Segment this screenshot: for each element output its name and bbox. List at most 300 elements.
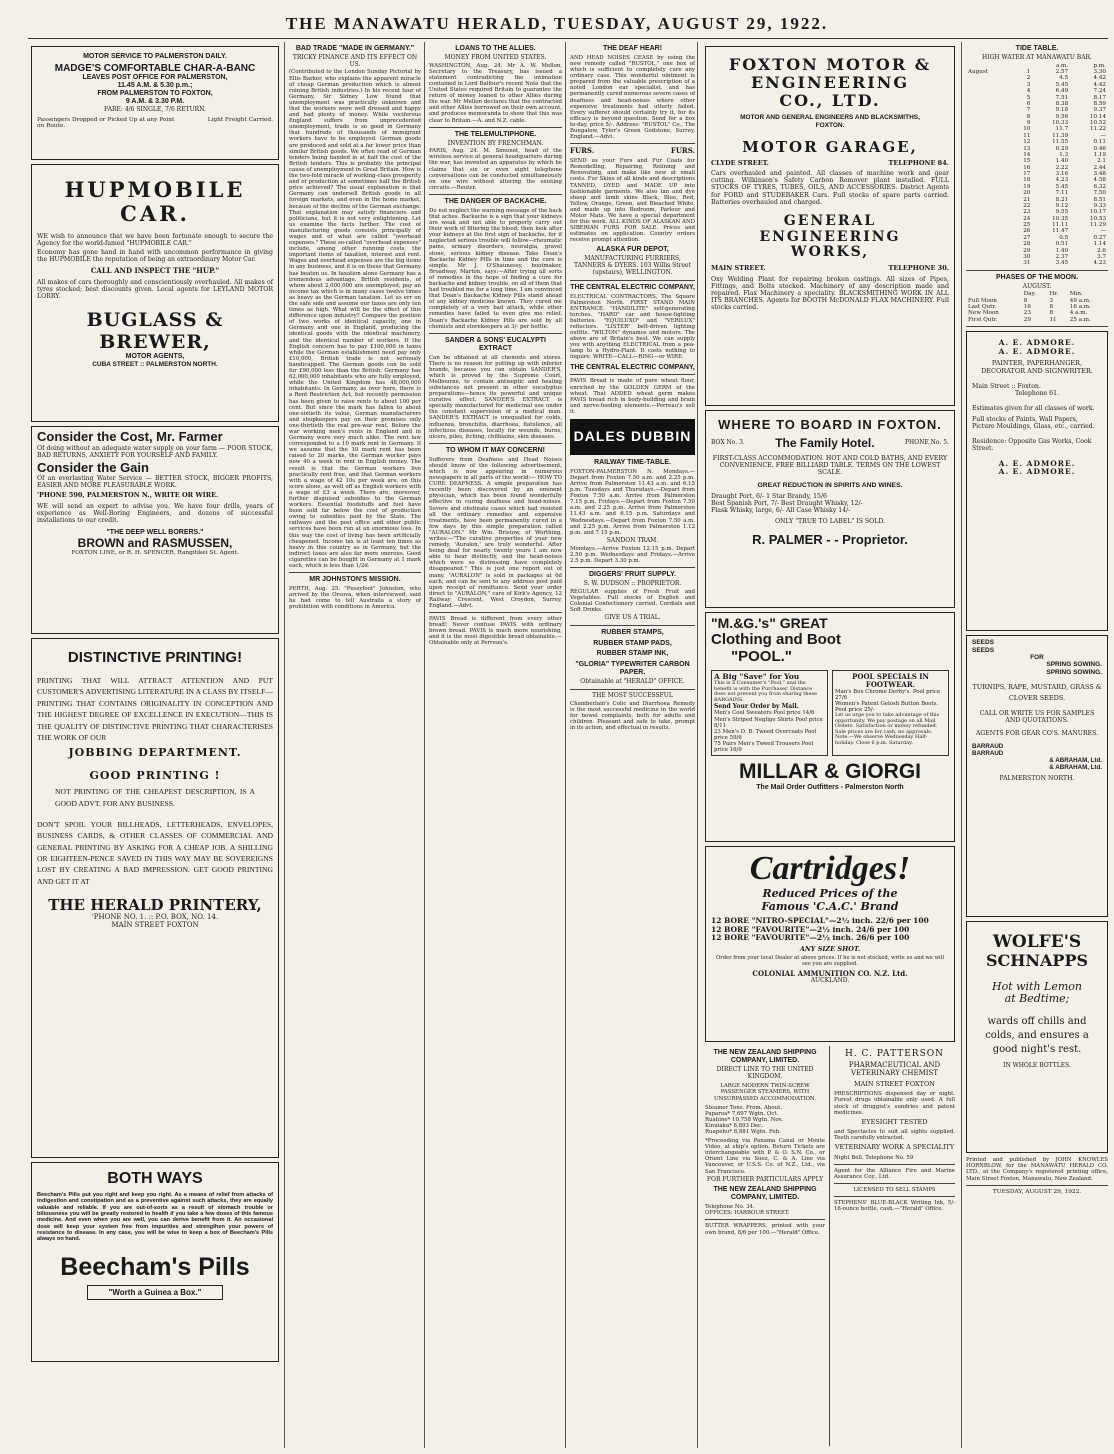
- ad-title: WOLFE'S: [992, 932, 1082, 953]
- tide-pm: 10.14: [1089, 113, 1106, 120]
- ad-phone: Telephone 61.: [1014, 389, 1060, 397]
- tide-pm: 2.6: [1097, 247, 1106, 254]
- motor-service-ad: [31, 46, 279, 160]
- article-subhead: SANDON TRAM.: [606, 536, 659, 544]
- tide-day: 22: [1023, 202, 1031, 209]
- beechams-pills-ad: [31, 1162, 279, 1362]
- tide-day: 8: [1026, 113, 1031, 120]
- family-hotel-ad: [705, 410, 955, 608]
- ad-item: "GLORIA" TYPEWRITER CARBON PAPER.: [575, 661, 690, 677]
- ad-text: NOT PRINTING OF THE CHEAPEST DESCRIPTION, IS A GOOD ADVT. FOR ANY BUSINESS.: [55, 787, 255, 808]
- tide-day: 16: [1023, 164, 1031, 171]
- ad-name: MADGE'S COMFORTABLE CHAR-A-BANC: [54, 62, 256, 74]
- rule: [834, 1164, 955, 1165]
- column-3: [429, 42, 562, 1448]
- rule: [429, 127, 562, 128]
- moon-phases-title: PHASES OF THE MOON.: [995, 273, 1079, 281]
- tide-pm: 1.19: [1093, 151, 1106, 158]
- article-body: PAVIS Bread is made of pure wheat flour, enriched by the GOLDEN GERM of the wheat. That ADDED wheat germ makes PAVIS bread rich in body-building and brain and nerve-feeding elements.—Perreau's sell it.: [570, 378, 695, 415]
- tide-am: 2.37: [1055, 253, 1069, 260]
- ad-headline: Consider the Gain: [37, 459, 149, 475]
- tide-am: 8.38: [1055, 100, 1069, 107]
- ad-firm: ALASKA FUR DEPOT,: [596, 246, 669, 254]
- tide-table-subtitle: HIGH WATER AT MANAWATU BAR.: [982, 53, 1092, 61]
- ad-address: PALMERSTON NORTH.: [999, 775, 1075, 783]
- ad-item: RUBBER STAMPS,: [601, 628, 664, 636]
- rule: [570, 689, 695, 690]
- ad-title: Cartridges!: [749, 850, 911, 887]
- moon-cell: 4 a.m.: [1069, 310, 1088, 317]
- ad-phone: 'PHONE 590, PALMERSTON N., WRITE OR WIRE.: [37, 491, 219, 500]
- tide-day: 25: [1023, 222, 1031, 229]
- ad-subtitle: VETERINARY CHEMIST: [850, 1069, 939, 1078]
- ad-subtitle: EYESIGHT TESTED: [861, 1117, 928, 1126]
- ship-row: Ruahine* 10,758 Wgtn. Nov.: [705, 1116, 783, 1123]
- ad-text: and Spectacles to suit all sights supplied. Teeth carefully extracted.: [834, 1129, 955, 1142]
- article-body: Do not neglect the warning message of the back that aches. Backache is a sign that your kidneys are weak and not able to properly carry out their work of filtering the blood; then look after your kidneys at the first sign of backache, for if neglected serious trouble will follow—rheumatic pains, urinary disorders, neuralgia, gravel stone, serious kidney disease. Take Doan's Backache Kidney Pills in time and the cure is simple. Mr J. O'Shaunessy, bootmaker, Broadway, Marton, says:—After trying all sorts of remedies in the hope of finding a cure for backache and kidney trouble, on all of them that had troubled me for a long time, I am convinced that Doan's Backache Kidney Pills stand ahead of any kidney medicine known. They cured me completely of a very bad attack, while other remedies have failed to even give me relief. Doan's Backache Kidney Pills are sold by all chemists and storekeepers at 3/- per bottle.: [429, 207, 562, 330]
- tide-table-title: TIDE TABLE.: [1015, 45, 1059, 52]
- ad-title: BOTH WAYS: [107, 1170, 203, 1187]
- column-4: [570, 42, 695, 1448]
- rule: [570, 567, 695, 568]
- article-body: WASHINGTON, Aug. 24. Mr A. W. Mellon, Secretary to the Treasury, has issued a statement contradicting the intimation contained in Lord Balfour's recent Note that the United States required Britain to guarantee the return of money loaned to other Allies during the war. Mr Mellon declares that the contracted and other Allies borrowed on their own account, and produces memoranda to show that this was clear to Britain.—A. and N.Z. cable.: [429, 62, 562, 124]
- ad-address: AUCKLAND.: [810, 976, 850, 984]
- tide-row: [966, 260, 1108, 266]
- ad-text: LARGE MODERN TWIN-SCREW PASSENGER STEAMERS, WITH UNSURPASSED ACCOMMODATION.: [713, 1083, 816, 1102]
- ship-header: Steamer Tons. From. About.: [705, 1104, 782, 1111]
- tide-am: 6.49: [1055, 88, 1069, 95]
- ad-phone: 'PHONE NO. 1. :: P.O. BOX, NO. 14.: [91, 913, 219, 922]
- article-headline: LOANS TO THE ALLIES.: [455, 45, 536, 52]
- moon-cell: 8: [1049, 310, 1053, 317]
- ad-note: IN WHOLE BOTTLES.: [1003, 1062, 1071, 1070]
- tide-pm: 4.42: [1093, 75, 1106, 82]
- ad-dept: JOBBING DEPARTMENT.: [68, 746, 242, 760]
- ad-address: MAIN STREET.: [711, 264, 766, 273]
- tide-day: 20: [1023, 190, 1031, 197]
- ad-firm: THE NEW ZEALAND SHIPPING COMPANY, LIMITED.: [713, 1186, 817, 1202]
- ad-subtitle: PAINTER, PAPERHANGER, DECORATOR AND SIGNWRITER.: [981, 359, 1093, 375]
- ad-subtitle: MOTOR AGENTS,: [125, 353, 185, 361]
- moon-cell: 8: [1023, 297, 1028, 304]
- ad-subtitle: GREAT REDUCTION IN SPIRITS AND WINES.: [757, 481, 903, 489]
- article-headline: THE DANGER OF BACKACHE.: [444, 197, 547, 205]
- ad-text: Beecham's Pills put you right and keep you right. As a means of relief from attacks of indigestion and constipation and as a preventive against such attacks, they are equally valuable and reliable. If you are out-of-sorts as a result of stomach trouble or biliousness you will be greatly restored to health if you take a few doses of this famous medicine. And even when you are well, you can derive benefit from it. An occasional dose will keep your system free from impurities and strengthen your powers of resistance to disease. In any case, you will be wise to keep a box of Beecham's Pills always on hand.: [37, 1192, 273, 1243]
- tide-day: 29: [1023, 247, 1031, 254]
- tide-am: 10.35: [1052, 215, 1069, 222]
- moon-cell: 3: [1049, 297, 1053, 304]
- tide-month: August: [968, 69, 988, 76]
- ad-title: HUPMOBILE CAR.: [64, 177, 246, 226]
- ad-firm: & ABRAHAM, Ltd.: [1049, 757, 1102, 765]
- moon-cell: 23: [1023, 310, 1031, 317]
- article-body: AND HEAD NOISES CEASE by using the new remedy called "RUSTOL," one box of which is sufficient to completely cure any ordinary case. This wonderful ointment is prepared from the valuable prescription of a noted London ear specialist, and has permanently cured numerous severe cases of deafness and head-noises where other expensive treatments had utterly failed. Every sufferer should certainly try it, for its efficacy is beyond question. Send for a box to-day, price 5/-. Address: "RUSTOL" Co., The Bungalow, Tyler's Green Godstone, Surrey, England.—Advt.: [570, 54, 695, 141]
- ad-phone: TELEPHONE 30.: [888, 264, 949, 273]
- ad-text: FIRST-CLASS ACCOMMODATION. HOT AND COLD BATHS, AND EVERY CONVENIENCE. FREE BILLIARD TABLE. TERMS ON THE LOWEST SCALE.: [712, 455, 948, 477]
- tide-am: 7.11: [1055, 190, 1069, 197]
- column-divider: [424, 42, 425, 1448]
- tide-day: 19: [1023, 183, 1031, 190]
- tide-day: 18: [1023, 177, 1031, 184]
- ad-item: RUBBER STAMP PADS,: [593, 639, 672, 647]
- tide-day: 21: [1023, 196, 1031, 203]
- article-body: Sufferers from Deafness and Head Noises should know of the following advertisement, which is now appearing in numerous newspapers in all parts of the world:— HOW TO CURE DEAFNESS. A simple preparation has recently been discovered by an eminent physician, which has been found wonderfully effective in curing deafness and head-noises. Severe and obstinate cases which had resisted all the ordinary remedies and expensive treatments, have been permanently cured in a few days by this simple preparation called "AURALON." Mr Wm. Bristow, of Worthing, writes:—"The curative properties of your new remedy, 'Auralon,' are truly wonderful. After being deaf for nearly twenty years I am now able to hear distinctly, and the head-noises which were so distressing have completely disappeared." This is just one report out of many. "AURALON" is sold in packages at 6d each, and can be sent to any address post paid upon receipt of remittance. Send your order direct to "AURALON," care of Kirk's Agency, 12 Railway Crescent, West Croydon, Surrey, England.—Advt.: [429, 456, 562, 609]
- rule: [705, 1219, 825, 1220]
- ad-proprietor: R. PALMER - - Proprietor.: [752, 532, 908, 548]
- tide-am: 0.5: [1059, 234, 1069, 241]
- moon-header-cell: Min.: [1069, 291, 1083, 298]
- tide-pm: 3.7: [1097, 253, 1106, 260]
- ad-call: GIVE US A TRIAL.: [604, 613, 661, 621]
- rule: [834, 1196, 955, 1197]
- price-line: Man's Box Chrome Derby's. Pool price 27/6: [835, 688, 941, 701]
- rule: [289, 572, 421, 573]
- tide-day: 11: [1023, 132, 1031, 139]
- ad-text: DON'T SPOIL YOUR BILLHEADS, LETTERHEADS, ENVELOPES, BUSINESS CARDS, & OTHER CLASSES OF COMMERCIAL AND GENERAL PRINTING BY ASKING FOR A CHEAP JOB. A SHILLING OR EIGHTEEN-PENCE SAVED IN THIS WAY MAY BE SOVEREIGNS LOST BY CREATING A BAD IMPRESSION. GET GOOD PRINTING AND GET IT AT: [37, 819, 273, 886]
- ad-text: Economy has gone hand in hand with uncommon performance in giving the HUPMOBILE the reputation of being an extraordinary Motor Car.: [37, 249, 273, 264]
- tide-am: 11.11: [1052, 222, 1069, 229]
- article-body: Chamberlain's Colic and Diarrhoea Remedy is the most successful medicine in the world for bowel complaints, both for adults and children. Pleasant and safe to take, prompt in its action, and effectual in results.: [570, 700, 695, 732]
- ad-firm: BUGLASS & BREWER,: [86, 309, 224, 353]
- moon-phases-table: [966, 291, 1108, 323]
- tide-pm: 3.48: [1093, 171, 1106, 178]
- ad-firm: & ABRAHAM, Ltd.: [1049, 764, 1102, 772]
- tide-day: 1: [1026, 69, 1031, 76]
- ad-line: 9 A.M. & 3.30 P.M.: [125, 97, 185, 105]
- price-line: 12 BORE "FAVOURITE"—2½ inch. 24/6 per 100: [711, 924, 910, 934]
- ad-firm: BARRAUD: [972, 750, 1004, 758]
- tide-am: 8.21: [1055, 196, 1069, 203]
- tide-pm: 9.37: [1093, 107, 1106, 114]
- article-body: Can be obtained at all chemists and stores. There is no reason for putting up with inferior brands, because you can obtain SANDER'S, which is proved by the Supreme Court, Melbourne, to contain antiseptic and healing substances not present in other eucalyptus preparations—hence its powerful and unique curative effect. SANDER'S EXTRACT is specially manufactured for medicinal use under the constant supervision of a medical man. SANDER'S EXTRACT is unequalled for colds, influenza, bronchitis, diarrhoea, flatulence, all infectious diseases, locally for wounds, burns, ulcers, piles, itching, chilblains, skin diseases.: [429, 354, 562, 440]
- ad-proprietor: S. W. DUDSON :: PROPRIETOR.: [583, 579, 682, 587]
- ad-title: H. C. PATTERSON: [844, 1049, 945, 1059]
- tide-day: 2: [1026, 75, 1031, 82]
- moon-cell: First Qutr.: [968, 316, 998, 323]
- ad-firm: BARRAUD: [972, 743, 1004, 751]
- ad-firm: BROWN and RASMUSSEN,: [77, 535, 233, 550]
- ad-subtitle: DIRECT LINE TO THE UNITED KINGDOM.: [716, 1065, 814, 1080]
- ad-line: 11.45 A.M. & 5.30 p.m.;: [117, 82, 193, 90]
- article-headline: SANDER & SONS' EUCALYPTI EXTRACT: [445, 336, 546, 352]
- foxton-motor-ad: [705, 46, 955, 406]
- ad-text: WE wish to announce that we have been fortunate enough to secure the Agency for the world-famed "HUPMOBILE CAR.": [37, 233, 273, 248]
- ad-note: ANY SIZE SHOT.: [799, 944, 861, 953]
- price-line: Flask Whisky, large, 6/- All Case Whisky 14/-: [711, 507, 851, 515]
- tide-day: 12: [1023, 139, 1031, 146]
- ad-title: SEEDS: [972, 639, 995, 647]
- ad-text: PRESCRIPTIONS dispensed day or night. Purest drugs obtainable only used. A full stock of druggist's sundries and patent medicines.: [834, 1091, 955, 1116]
- tide-pm: 10.17: [1089, 209, 1106, 216]
- tide-am: 9.18: [1055, 107, 1069, 114]
- moon-cell: 16: [1023, 304, 1031, 311]
- ad-text: CALL OR WRITE US FOR SAMPLES AND QUOTATIONS.: [979, 710, 1095, 725]
- article-subhead: INVENTION BY FRENCHMAN.: [447, 139, 544, 147]
- ad-address: FOXTON LINE, or R. H. SPENCER, Rangitikei St. Agent.: [71, 550, 239, 557]
- tide-day: 9: [1026, 120, 1031, 127]
- nz-shipping-ad: [705, 1046, 830, 1446]
- tide-pm: 1.14: [1093, 241, 1106, 248]
- well-borers-ad: [31, 426, 279, 634]
- ad-title: "POOL.": [731, 647, 792, 665]
- ad-note: Note.—We observe Wednesday Half-holiday. Close 6 p.m. Saturday.: [835, 734, 928, 747]
- ad-subtitle: MOTOR AND GENERAL ENGINEERS AND BLACKSMITHS,: [740, 114, 920, 122]
- ad-note: Light Freight Carried.: [207, 116, 273, 123]
- tide-am: 2.22: [1055, 164, 1069, 171]
- tide-pm: —: [1100, 132, 1106, 139]
- rule: [966, 270, 1108, 271]
- tide-day: 23: [1023, 209, 1031, 216]
- tide-am: 3.16: [1055, 171, 1069, 178]
- tide-pm: 2.44: [1093, 164, 1106, 171]
- ad-text: Let us urge you to take advantage of this opportunity. We pay postage on all Mail Orders. Satisfaction or money refunded. Sale prices are for cash, no approvals.: [835, 711, 940, 735]
- ad-note: Obtainable at "HERALD" OFFICE.: [580, 678, 685, 686]
- ad-title: CO., LTD.: [779, 91, 881, 111]
- tide-day: 4: [1026, 88, 1031, 95]
- furs-label: FURS.: [570, 146, 595, 156]
- rule: [966, 1185, 1108, 1186]
- tide-am: 3.45: [1055, 260, 1069, 267]
- ad-phone: PHONE No. 5.: [904, 439, 949, 447]
- price-line: 12 BORE "NITRO-SPECIAL"—2½ inch. 22/6 per 100: [711, 916, 929, 926]
- moon-cell: Last Qutr.: [968, 304, 997, 311]
- article-body: REGULAR supplies of Fresh Fruit and Vegetables. Full stocks of English and Colonial Confectionery carried. Cordials and Soft Drinks.: [570, 588, 695, 613]
- moon-row: [966, 317, 1108, 323]
- ad-subtitle: Famous 'C.A.C.' Brand: [761, 899, 899, 913]
- ad-line: LEAVES POST OFFICE FOR PALMERSTON,: [82, 74, 228, 82]
- tide-pm: 8.51: [1093, 196, 1106, 203]
- moon-phases-month: AUGUST.: [1022, 282, 1052, 290]
- ad-text: BUTTER WRAPPERS, printed with your own brand, 8/6 per 100.—"Herald" Office.: [705, 1223, 825, 1236]
- wolfes-schnapps-ad: [966, 921, 1108, 1153]
- ad-title: SEEDS: [972, 646, 995, 654]
- tide-am: 9.12: [1055, 202, 1069, 209]
- patterson-chemist-ad: [830, 1046, 955, 1446]
- ad-name: A. E. ADMORE.: [998, 458, 1076, 468]
- price-line: Men's Cool Sweaters Pool price 14/6: [714, 710, 815, 717]
- column-6: [966, 42, 1108, 1448]
- ad-text: WE will send an expert to advise you. We have four drills, years of experience as Well-Boring Engineers, and dozens of successful installations to our credit.: [37, 502, 273, 524]
- ad-title: ENGINEERING: [750, 73, 910, 93]
- ad-name: A. E. ADMORE.: [998, 338, 1076, 348]
- ad-subtitle: VETERINARY WORK A SPECIALITY: [834, 1143, 955, 1152]
- moon-cell: 11: [1049, 316, 1057, 323]
- tide-pm: 10.52: [1089, 120, 1106, 127]
- tide-am: 1.40: [1055, 247, 1069, 254]
- tide-am: 9.56: [1055, 113, 1069, 120]
- ad-headline: GENERAL ENGINEERING: [759, 212, 901, 245]
- rule: [429, 333, 562, 334]
- ad-title: Clothing and Boot: [711, 630, 841, 648]
- rule: [570, 143, 695, 144]
- article-subhead: THE MOST SUCCESSFUL: [592, 691, 673, 699]
- ad-subtitle: Hot with Lemon: [991, 979, 1083, 993]
- ad-address: Main Street :: Foxton.: [972, 382, 1041, 390]
- tide-day: 17: [1023, 171, 1031, 178]
- timetable: Mondays.—Arrive Foxton 12.15 p.m. Depart 2.50 p.m. Wednesdays and Fridays.—Arrive 2.5 p.m. Depart 3.30 p.m.: [570, 545, 695, 564]
- tide-pm: 0.11: [1093, 139, 1106, 146]
- tide-pm: 3.30: [1093, 69, 1106, 76]
- rule: [966, 326, 1108, 327]
- ad-brand: Beecham's Pills: [60, 1252, 250, 1281]
- tide-pm: 0.27: [1093, 234, 1106, 241]
- tide-day: 13: [1023, 145, 1031, 152]
- tide-pm-header: p.m.: [1093, 62, 1106, 69]
- column-1: [28, 42, 282, 1448]
- ad-headline: A Big "Save" for You: [714, 671, 800, 681]
- tide-pm: 4.58: [1093, 177, 1106, 184]
- tide-am: 0.51: [1055, 241, 1069, 248]
- moon-cell: 16 a.m.: [1069, 304, 1091, 311]
- ad-firm: THE CENTRAL ELECTRIC COMPANY,: [570, 363, 695, 371]
- price-line: Best Spanish Port, 7/- Best Draught Whisky, 12/-: [711, 500, 863, 508]
- article-headline: BAD TRADE "MADE IN GERMANY.": [295, 45, 415, 52]
- ad-text: All makes of cars thoroughly and conscientiously overhauled. All makes of tyres stocked; best discounts given. Local agents for LEYLAND MOTOR LORRY.: [37, 279, 273, 301]
- tide-pm: 7.24: [1093, 88, 1106, 95]
- ad-subtitle: Reduced Prices of the: [762, 887, 898, 901]
- ad-slogan: "THE DEEP WELL BORERS.": [106, 528, 204, 536]
- tide-pm: 10.53: [1089, 215, 1106, 222]
- ad-title: WHERE TO BOARD IN FOXTON.: [718, 417, 942, 432]
- article-headline: DIGGERS' FRUIT SUPPLY.: [589, 570, 676, 578]
- tide-am-header: a.m.: [1055, 62, 1069, 69]
- ad-call: CALL AND INSPECT THE "HUP.": [90, 266, 220, 276]
- ad-fare: FARE: 4/6 SINGLE, 7/6 RETURN.: [104, 105, 206, 113]
- ad-note: LICENSED TO SELL STAMPS: [853, 1186, 936, 1193]
- price-line: 75 Pairs Men's Tweed Trousers Pool price 16/9: [714, 740, 814, 754]
- tide-am: 11.47: [1052, 228, 1069, 235]
- column-2: [289, 42, 421, 1448]
- ad-phone: Telephone No. 34.: [705, 1204, 755, 1211]
- moon-cell: 49 a.m.: [1069, 297, 1091, 304]
- price-line: 12 BORE "FAVOURITE"—2½ inch. 26/6 per 100: [711, 933, 910, 943]
- ship-row: Paparoa* 7,697 Wgtn. Oct.: [705, 1110, 779, 1117]
- moon-header-cell: Hr.: [1049, 291, 1059, 298]
- ad-box: BOX No. 3.: [711, 439, 745, 447]
- ship-row: Kinuiaka* 8,893 Dec.: [705, 1122, 763, 1129]
- column-5: [702, 42, 958, 1448]
- tide-day: 28: [1023, 241, 1031, 248]
- tide-day: 5: [1026, 94, 1031, 101]
- article-headline: THE TELEMULTIPHONE.: [454, 130, 537, 138]
- tide-pm: 11.29: [1089, 222, 1106, 229]
- imprint: Printed and published by JOHN KNOWLES HORNBLOW, for the MANAWATU HERALD CO. LTD., at the Company's registered printing office, Main Street Foxton, Manawatu, New Zealand.: [966, 1157, 1108, 1182]
- tide-am: 1.3: [1059, 151, 1069, 158]
- ad-headline: GOOD PRINTING !: [89, 768, 221, 782]
- ad-name: A. E. ADMORE.: [998, 467, 1076, 477]
- column-divider: [565, 42, 566, 1448]
- article-body: PAVIS Bread is different from every other bread! Never confuse PAVIS with ordinary brown bread. PAVIS is much more nourishing, and it is the most digestible bread obtainable.—Obtainable only at Perreau's.: [429, 616, 562, 647]
- ad-address: OFFICES: HARBOUR STREET.: [705, 1210, 790, 1217]
- ad-note: Passengers Dropped or Picked Up at any Point on Route.: [37, 116, 175, 130]
- ad-title: "M.&G.'s" GREAT: [711, 615, 828, 631]
- article-body: (Contributed to the London Sunday Pictorial by Ellis Barker, who explains the apparent miracle of cheap German production which is almost ruining British industries.) In his recent tour of Germany, Sir Sidney Low found that unemployment was practically unknown and that the workers were well dressed and happy and had plenty of money. While vociferous England suffers from unprecedented unemployment, trade is so good in Germany that hundreds of thousands of immigrant workers have to be employed. German goods are produced and sold at a far lower price than similar British goods. We often read of German tenders being handed in at half the cost of the British tenders. This is probably the principal cause of unemployment in Great Britain. How is the two-fold miracle of working-class prosperity and of production at sometimes half the British price achieved? The usual explanation is that Germany can undersell British goods in all foreign markets, and even in the home market, because of the decline of the German exchange. That explanation may satisfy financiers and politicians, but it is not very enlightening. Let us examine the facts further. The cost of manufacturing goods consists principally of wages and of what are called "overhead expenses." These so-called "overhead expenses" include, among other running costs, the important items of taxation, interest and rent. Wages and overhead expenses are the big items in any business, and it is on these that Germany has beaten us. In taxation alone Germany has a tremendous advantage. British residents, of whom about 2,000,000 are unemployed, pay an income tax which is in many cases twelve times as heavy as the German taxation. Let us err on the safe side and assume our taxes are only ten times as high. What will be the effect of this difference upon industry? Compare the position of two works of identical capacity, one in Germany and one in England, producing the identical goods with the identical machinery, and the identical number of workers. If the English concern has to pay £100,000 in taxes while the German establishment need pay only £10,000, British trade is not seriously handicapped. The German goods can be sold for £90,000 less than the British. Germany has 62,000,000 inhabitants who are fully employed, while the United Kingdom has 48,000,000 inhabitants. In Germany, as over here, there is a Rent Restriction Act, but recently permission has been given to raise rents to about 100 per cent. But since the mark has fallen to about one-sixtieth its value, German manufacturers and shopkeepers pay on their premises only one-thirtieth the real pre-war rent. Before the war working men's rents in England and in Germany were very much alike. The rent law corresponded to a 10 mark rent in Germany. If we assume that the 10 mark rent has been raised to 20 marks, the German worker pays now 40 a week in rent in English money. The result is that the German workers live practically rent free, and that German workers with a wage of 42 10s per week are, on this score alone, as well off as English workers with a wage of £3 a week. There are, moreover, further disguised subsidies to the German workers. Essential foodstuffs and fuel have been sold far below the cost of production owing to subsidies paid by the State. The railways and the post office and other public services have been run at an enormous loss. In this way the cost of living has been artificially cheapened. Income tax is at least ten times as heavy in this country as in Germany, but the indirect taxes are also far more onerous. Good cigarettes can be bought in Germany at 1 mark each, which is less than 1/2d.: [289, 69, 421, 570]
- moon-cell: Full Moon: [968, 297, 997, 304]
- ad-text: Cars overhauled and painted. All classes of machine work and gear cutting. Wilkinson's Safety Carbon Remover plant installed. FULL STOCKS OF TYRES, TUBES, OILS, AND ACCESSORIES. District Agents for FORD and STUDEBAKER Cars. Full stocks of spare parts carried. Batteries overhauled and charged.: [711, 170, 949, 206]
- article-body: PARIS, Aug. 24. M. Simonet, head of the wireless service at general headquarters during the war, has invented an apparatus by which he claims that six or even eight telephone conversations can be conducted simultaneously on one wire without altering the existing circuits.—Reuter.: [429, 148, 562, 191]
- article-body: ELECTRICAL CONTRACTORS, The Square Palmerston North. FIRST STAND MAIN ENTRANCE. "HANDILITE" self-generating torches. "HARD" car and house-lighting batteries. "EQUILUXO" and "VERILUX" reflectors. "LISTER" belt-driven lighting outfits. "WILTON" dynamos and motors. The above are of Britain's best. We can supply you with anything ELECTRICAL from a pea-lamp to a Hydro-Plant. It costs nothing to inquire. WRITE—CALL—RING—or WIRE.: [570, 293, 695, 361]
- ship-row: Ruapehu* 8,881 Wgtn. Feb.: [705, 1129, 781, 1135]
- tide-pm: 2.1: [1097, 158, 1106, 165]
- ad-headline: Consider the Cost, Mr. Farmer: [37, 429, 223, 444]
- tide-day: 7: [1026, 107, 1031, 114]
- rule: [429, 612, 562, 613]
- tide-day: 24: [1023, 215, 1031, 222]
- column-divider: [961, 42, 962, 1448]
- rule: [834, 1183, 955, 1184]
- rule: [570, 374, 695, 375]
- tide-day: 6: [1026, 100, 1031, 107]
- tide-day: 3: [1026, 81, 1031, 88]
- tide-am: 9.55: [1055, 209, 1069, 216]
- tide-am: 2.57: [1055, 69, 1069, 76]
- tide-pm: 6.32: [1093, 183, 1106, 190]
- tide-pm: 0.46: [1093, 145, 1106, 152]
- millar-giorgi-ad: [705, 612, 955, 842]
- ad-phone: Night Bell. Telephone No. 59: [834, 1154, 914, 1161]
- tide-am: 4.5: [1059, 75, 1069, 82]
- barraud-seeds-ad: [966, 635, 1108, 917]
- ad-note: ONLY "TRUE TO LABEL" IS SOLD.: [774, 518, 886, 526]
- ad-headline: POOL SPECIALS IN FOOTWEAR.: [852, 671, 929, 689]
- article-subhead: TRICKY FINANCE AND ITS EFFECT ON US.: [292, 53, 418, 68]
- ad-line: FROM PALMERSTON TO FOXTON,: [97, 90, 213, 98]
- ad-text: Residence: Opposite Gas Works, Cook Street.: [972, 437, 1092, 452]
- ad-text: Agent for the Alliance Fire and Marine Assurance Coy., Ltd.: [834, 1167, 955, 1180]
- ad-text: *Proceeding via Panama Canal or Monte Video, at ship's option. Return Tickets are interchangeable with P. & O. S.N. Co., or Orient Line via Suez, C. & A. Line via Vancouver, or U.S.S. Co. of N.Z., Ltd., via San Francisco.: [705, 1138, 825, 1175]
- article-subhead: MONEY FROM UNITED STATES.: [444, 53, 547, 61]
- ad-subtitle: FOR: [1030, 653, 1044, 661]
- ad-title: SCHNAPPS: [985, 951, 1089, 971]
- tide-day: 31: [1023, 260, 1031, 267]
- ad-subtitle: SPRING SOWING.: [1046, 661, 1102, 669]
- masthead: THE MANAWATU HERALD, TUESDAY, AUGUST 29, 1922.: [285, 14, 829, 33]
- rule: [570, 280, 695, 281]
- article-headline: THE CENTRAL ELECTRIC COMPANY,: [570, 283, 695, 291]
- article-headline: RAILWAY TIME-TABLE.: [594, 458, 671, 466]
- ad-address: CUBA STREET :: PALMERSTON NORTH.: [92, 361, 218, 369]
- tide-day: 27: [1023, 234, 1031, 241]
- rule: [429, 443, 562, 444]
- cartridges-ad: [705, 846, 955, 1042]
- tide-am: 0.29: [1055, 145, 1069, 152]
- price-line: 23 Men's D. B. Tweed Overcoats Pool price 59/6: [714, 728, 817, 741]
- ad-text: AGENTS FOR GEAR CO'S. MANURES.: [975, 730, 1099, 738]
- tide-day: 15: [1023, 158, 1031, 165]
- rule: [429, 194, 562, 195]
- moon-cell: 25 a.m.: [1069, 316, 1091, 323]
- dales-dubbin-ad: DALES DUBBIN: [570, 419, 695, 455]
- ad-text: wards off chills and colds, and ensures a good night's rest.: [985, 1016, 1089, 1056]
- tide-am: 5.45: [1055, 81, 1069, 88]
- article-body: PERTH, Aug. 25. "Pussyfoot" Johnston, who arrived by the Orsova, when interviewed, said he had come to tell Australia a story of prohibition with conditions in America.: [289, 586, 421, 611]
- ad-title: DISTINCTIVE PRINTING!: [67, 649, 243, 666]
- tide-day: 26: [1023, 228, 1031, 235]
- ad-subtitle: Send Your Order by Mail.: [714, 702, 799, 710]
- column-divider: [284, 42, 285, 1448]
- ad-firm: THE HERALD PRINTERY,: [48, 896, 262, 915]
- ad-title: THE NEW ZEALAND SHIPPING COMPANY, LIMITED.: [713, 1049, 817, 1064]
- ad-headline: WORKS,: [790, 244, 870, 261]
- tide-am: 1.40: [1055, 158, 1069, 165]
- tide-table: [966, 63, 1108, 267]
- ad-title: FOXTON MOTOR &: [728, 55, 932, 74]
- moon-cell: 8: [1049, 304, 1053, 311]
- ad-address: MANUFACTURING FURRIERS, TANNERS & DYERS. 103 Willis Street (upstairs), WELLINGTON.: [573, 255, 692, 276]
- ad-town: FOXTON.: [815, 121, 845, 129]
- ad-address: The Mail Order Outfitters - Palmerston North: [756, 783, 904, 791]
- timetable: FOXTON-PALMERSTON N. Mondays.—Depart from Foxton 7.50 a.m. and 2.25 p.m. Arrive from Palmerston 11.43 a.m. and 6.15 p.m. Tuesdays and Thursdays.—Depart from Foxton 7.50 a.m. Arrive from Palmerston 7.15 p.m. Fridays.—Depart from Foxton 7.50 a.m. and 2.25 p.m. Arrive from Palmerston 11.43 a.m. and 6.15 p.m. Saturdays and Wednesdays.—Depart from Foxton 7.50 a.m. and 2.25 p.m. Arrive from Palmerston 1.12 p.m. and 7.15 p.m.: [570, 468, 695, 536]
